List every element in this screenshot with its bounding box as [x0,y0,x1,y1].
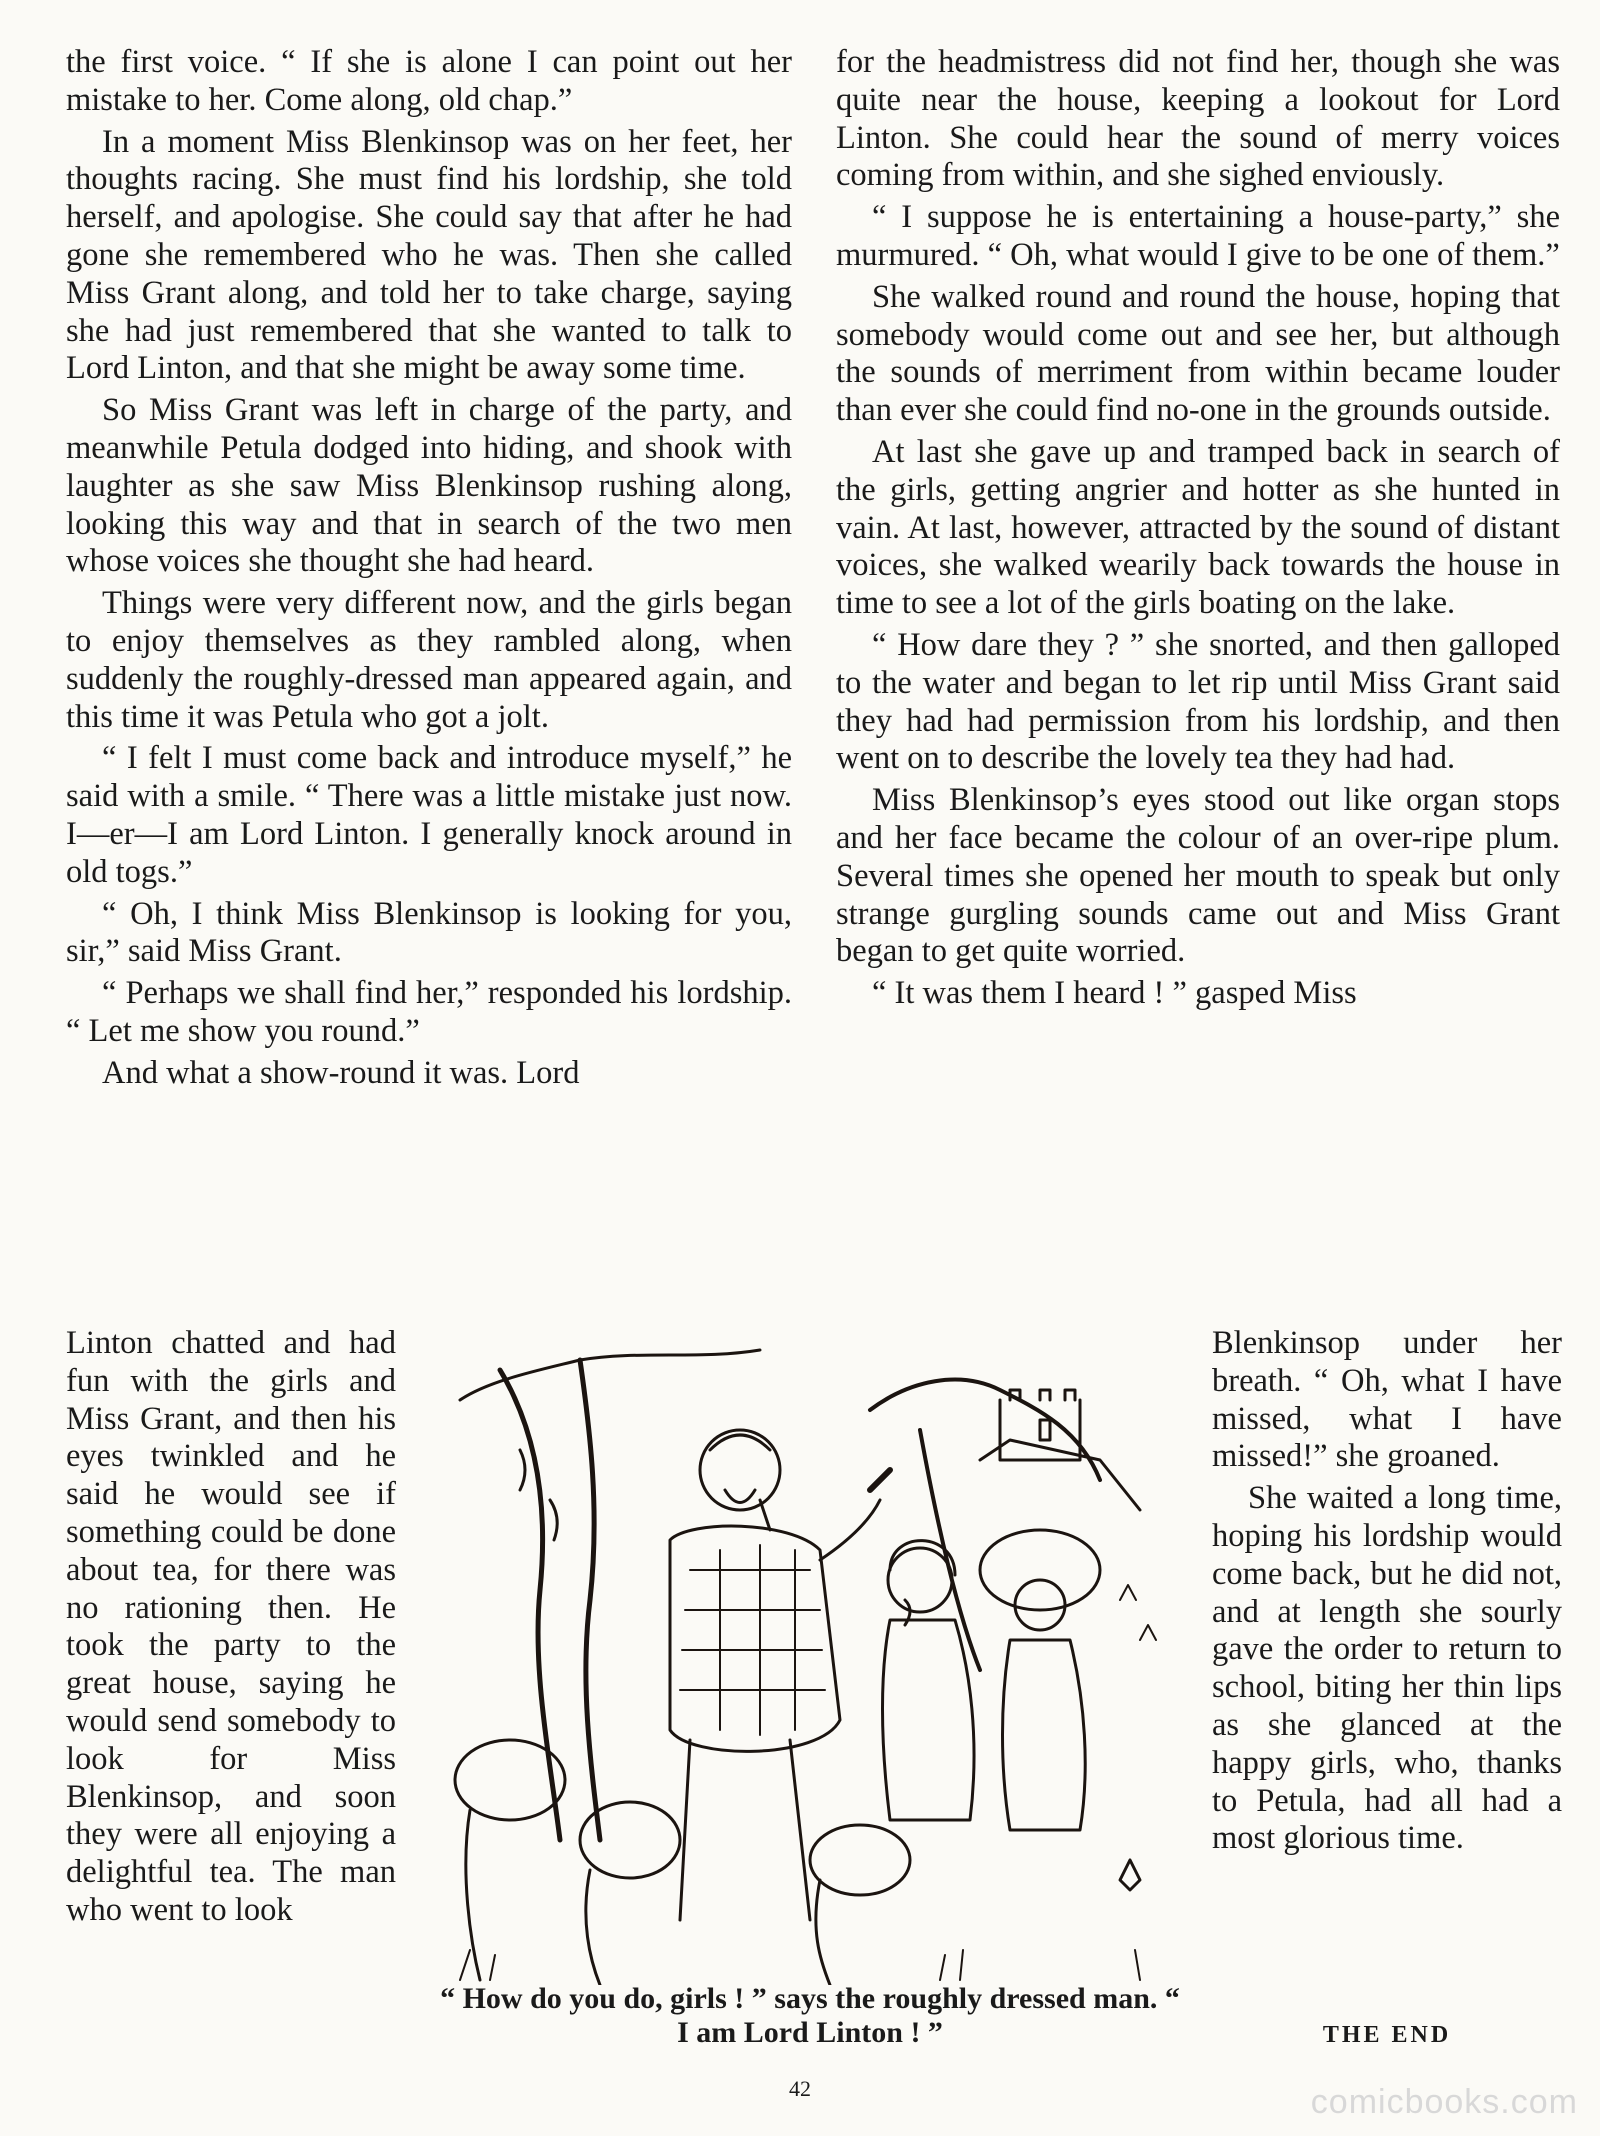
page-number: 42 [789,2076,811,2101]
paragraph: Blenkinsop under her breath. “ Oh, what I have missed, what I have missed!” she groaned. [1212,1325,1562,1475]
paragraph: Linton chatted and had fun with the girls and Miss Grant, and then his eyes twinkled and he said he would see if something could be done about tea, for there was no rationing then. He took the party to the great house, saying he would send somebody to look for Miss Blenkinsop, and soon they were all enjoying a delightful tea. The man who went to look [66,1325,396,1928]
left-column [66,44,792,1097]
left-narrow-column [66,1325,396,1934]
right-column [836,44,1560,1017]
paragraph: Miss Blenkinsop’s eyes stood out like organ stops and her face became the colour of an over-ripe plum. Several times she opened her mouth to speak but only strange gurgling sounds came out and Miss Grant began to get quite worried. [836,782,1560,970]
paragraph: Things were very different now, and the girls began to enjoy themselves as they rambled along, when suddenly the roughly-dressed man appeared again, and this time it was Petula who got a jolt. [66,585,792,735]
the-end-label: THE END [1322,2022,1452,2048]
paragraph: In a moment Miss Blenkinsop was on her feet, her thoughts racing. She must find his lordship, she told herself, and apologise. She could say that after he had gone she remembered who he was. Then she called Miss Grant along, and told her to take charge, saying she had just remembered that she wanted to talk to Lord Linton, and that she might be away some time. [66,123,792,387]
illustration-drawing [440,1340,1180,1985]
paragraph: And what a show-round it was. Lord [102,1054,580,1091]
illustration-caption: “ How do you do, girls ! ” says the roughly dressed man. “ I am Lord Linton ! ” [440,1982,1180,2049]
paragraph: the first voice. “ If she is alone I can point out her mistake to her. Come along, old chap.” [66,44,792,118]
paragraph: She waited a long time, hoping his lordship would come back, but he did not, and at length she sourly gave the order to return to school, biting her thin lips as she glanced at the happy girls, who, thanks to Petula, had all had a most glorious time. [1212,1480,1562,1857]
watermark: comicbooks.com [1310,2083,1578,2121]
paragraph: She walked round and round the house, hoping that somebody would come out and see her, but although the sounds of merriment from within became louder than ever she could find no-one in the grounds outside. [836,278,1560,429]
paragraph: “ I suppose he is entertaining a house-party,” she murmured. “ Oh, what would I give to be one of them.” [836,199,1560,273]
right-narrow-column [1212,1325,1562,1862]
paragraph: So Miss Grant was left in charge of the party, and meanwhile Petula dodged into hiding, and shook with laughter as she saw Miss Blenkinsop rushing along, looking this way and that in search of the two men whose voices she thought she had heard. [66,392,792,580]
paragraph: “ Oh, I think Miss Blenkinsop is looking for you, sir,” said Miss Grant. [66,895,792,970]
paragraph: “ It was them I heard ! ” gasped Miss [872,975,1357,1012]
paragraph: At last she gave up and tramped back in search of the girls, getting angrier and hotter as she hunted in vain. At last, however, attracted by the sound of distant voices, she walked wearily back towards the house in time to see a lot of the girls boating on the lake. [836,433,1560,622]
paragraph: “ Perhaps we shall find her,” responded his lordship. “ Let me show you round.” [66,975,792,1049]
paragraph: for the headmistress did not find her, though she was quite near the house, keeping a lookout for Lord Linton. She could hear the sound of merry voices coming from within, and she sighed enviously. [836,44,1560,194]
illustration [440,1340,1180,1985]
paragraph: “ I felt I must come back and introduce myself,” he said with a smile. “ There was a little mistake just now. I—er—I am Lord Linton. I generally knock around in old togs.” [66,740,792,890]
paragraph: “ How dare they ? ” she snorted, and then galloped to the water and began to let rip until Miss Grant said they had had permission from his lordship, and then went on to describe the lovely tea they had had. [836,626,1560,777]
